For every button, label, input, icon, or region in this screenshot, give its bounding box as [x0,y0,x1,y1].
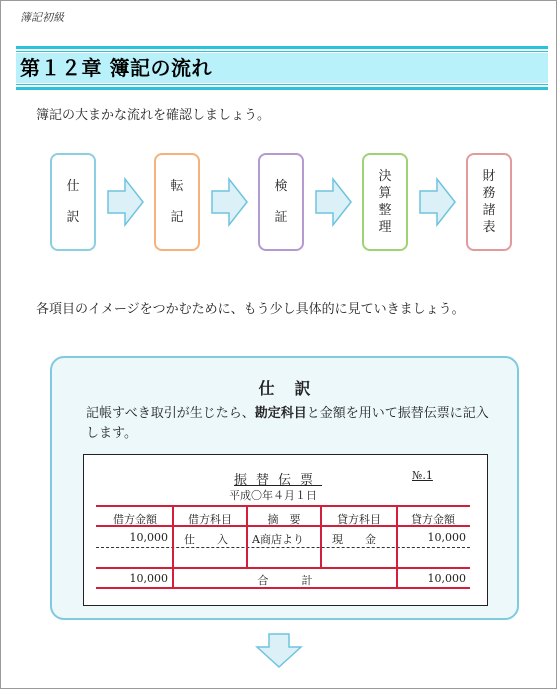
voucher-header-debit-account: 借方科目 [188,513,232,526]
flow-step-shiwake [50,153,96,251]
flow-step-char: 訳 [66,210,80,225]
voucher-debit-account: 仕 入 [184,533,228,546]
flow-step-char: 務 [482,186,496,201]
flow-step-tenki [154,153,200,251]
flow-step-zaimu-shohyo [466,153,512,251]
flow-step-char: 諸 [482,203,496,218]
transfer-voucher [83,454,488,606]
panel-title: 仕訳 [258,379,331,398]
arrow-down-icon [255,633,303,669]
voucher-date: 平成〇年４月１日 [229,489,317,502]
chapter-band [16,46,548,90]
panel-desc-post: と金額を用いて振替伝票に記入します。 [86,406,489,441]
voucher-rule [96,505,470,507]
flow-step-char: 記 [170,210,184,225]
flow-step-kessan-seiri [362,153,408,251]
voucher-dashed-rule [96,547,470,548]
flow-arrow-right-icon [107,177,145,227]
shiwake-panel [50,356,519,620]
voucher-header-credit-account: 貸方科目 [337,513,381,526]
flow-step-char: 仕 [66,179,80,194]
band-line [16,46,548,49]
flow-arrow-right-icon [211,177,249,227]
flow-step-char: 理 [378,220,392,235]
voucher-memo: A商店より [252,533,304,546]
panel-desc-keyword: 勘定科目 [254,406,307,421]
voucher-title: 振替伝票 [234,473,323,488]
flow-step-char: 財 [482,169,496,184]
panel-description [86,404,496,444]
voucher-debit-amount: 10,000 [129,531,168,544]
voucher-rule [96,567,470,569]
band-line [16,84,548,85]
voucher-number: №.1 [412,469,433,482]
flow-arrow-right-icon [315,177,353,227]
band-line [16,87,548,90]
voucher-credit-amount: 10,000 [427,531,466,544]
band-line [16,51,548,52]
voucher-header-memo: 摘 要 [267,513,301,526]
voucher-header-credit-amount: 貸方金額 [411,513,455,526]
flow-step-char: 転 [170,179,184,194]
panel-desc-pre: 記帳すべき取引が生じたら、 [86,406,255,421]
voucher-total-label: 合 計 [257,574,313,587]
flow-step-char: 証 [274,210,288,225]
chapter-title: 第１２章 簿記の流れ [20,56,212,80]
voucher-credit-account: 現 金 [332,533,376,546]
flow-arrow-right-icon [419,177,457,227]
flow-step-kensho [258,153,304,251]
detail-text: 各項目のイメージをつかむために、もう少し具体的に見ていきましょう。 [36,302,465,317]
header-label: 簿記初級 [20,11,64,24]
voucher-header-debit-amount: 借方金額 [113,513,157,526]
flow-step-char: 表 [482,220,496,235]
flow-step-char: 整 [378,203,392,218]
voucher-total-debit: 10,000 [129,572,168,585]
intro-text: 簿記の大まかな流れを確認しましょう。 [36,108,271,123]
flow-step-char: 算 [378,186,392,201]
flow-step-char: 決 [378,169,392,184]
flow-step-char: 検 [274,179,288,194]
voucher-total-credit: 10,000 [427,572,466,585]
